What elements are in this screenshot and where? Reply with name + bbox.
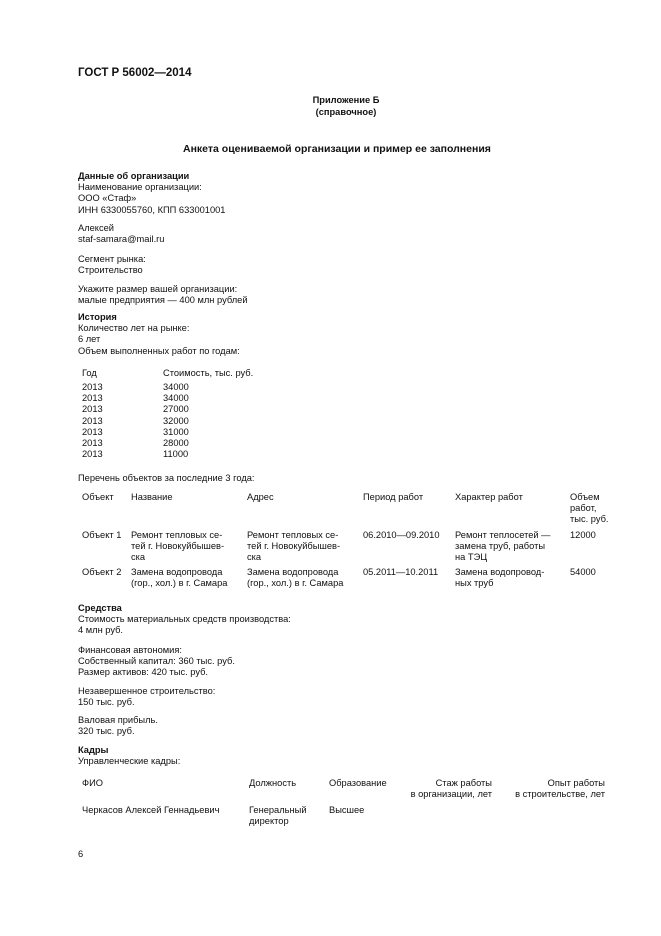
appendix-label: Приложение Б	[312, 95, 380, 105]
segment-section	[78, 254, 146, 276]
objects-header-nature: Характер работ	[455, 492, 523, 502]
table-row-year: 2013	[82, 426, 103, 437]
object-1-volume: 12000	[570, 530, 596, 540]
table-row-year: 2013	[82, 449, 103, 460]
staff-section	[78, 745, 180, 767]
staff-row-education: Высшее	[329, 805, 365, 815]
staff-row-position: Генеральный директор	[249, 805, 307, 827]
objects-label: Перечень объектов за последние 3 года:	[78, 473, 255, 483]
objects-header-object: Объект	[82, 492, 114, 502]
table-row-cost: 27000	[163, 404, 189, 415]
contact-name: Алексей	[78, 223, 114, 233]
object-2-id: Объект 2	[82, 567, 122, 577]
table-row-cost: 34000	[163, 393, 189, 404]
segment-value: Строительство	[78, 265, 143, 276]
assets-label: Стоимость материальных средств производства:	[78, 614, 291, 625]
staff-header-exp-constr: Опыт работы в строительстве, лет	[515, 778, 605, 800]
page-title: Анкета оцениваемой организации и пример ее заполнения	[183, 143, 491, 155]
volume-label: Объем выполненных работ по годам:	[78, 345, 240, 356]
object-1-address: Ремонт тепловых се- тей г. Новокуйбышев- ска	[247, 530, 341, 563]
appendix-note: (справочное)	[315, 107, 377, 117]
history-section	[78, 312, 240, 357]
equity-value: Собственный капитал: 360 тыс. руб.	[78, 656, 235, 667]
table-row-cost: 28000	[163, 438, 189, 449]
construction-section	[78, 686, 215, 708]
size-value: малые предприятия — 400 млн рублей	[78, 295, 248, 306]
segment-label: Сегмент рынка:	[78, 254, 146, 264]
construction-value: 150 тыс. руб.	[78, 697, 135, 708]
size-section	[78, 284, 248, 306]
staff-header-position: Должность	[249, 778, 297, 788]
mgmt-label: Управленческие кадры:	[78, 756, 181, 767]
object-2-name: Замена водопровода (гор., хол.) в г. Самара	[131, 567, 228, 589]
autonomy-label: Финансовая автономия:	[78, 645, 182, 655]
objects-header-name: Название	[131, 492, 173, 502]
table-row-cost: 32000	[163, 415, 189, 426]
staff-header-exp-org: Стаж работы в организации, лет	[410, 778, 492, 800]
staff-header-education: Образование	[329, 778, 387, 788]
object-2-address: Замена водопровода (гор., хол.) в г. Самара	[247, 567, 344, 589]
year-column-header: Год	[82, 368, 97, 378]
document-standard-number: ГОСТ Р 56002—2014	[78, 67, 192, 79]
org-heading: Данные об организации	[78, 171, 190, 181]
size-label: Укажите размер вашей организации:	[78, 284, 238, 294]
means-section	[78, 603, 291, 637]
table-row-cost: 34000	[163, 382, 189, 392]
objects-header-address: Адрес	[247, 492, 274, 502]
table-row-year: 2013	[82, 393, 103, 404]
contact-email: staf-samara@mail.ru	[78, 234, 165, 245]
table-row-cost: 11000	[163, 449, 189, 460]
org-data-section	[78, 171, 225, 216]
means-heading: Средства	[78, 603, 122, 613]
cost-column	[163, 382, 189, 460]
table-row-year: 2013	[82, 415, 103, 426]
autonomy-section	[78, 645, 235, 679]
staff-heading: Кадры	[78, 745, 109, 755]
years-value: 6 лет	[78, 334, 101, 345]
profit-label: Валовая прибыль.	[78, 715, 158, 725]
org-tax-ids: ИНН 6330055760, КПП 633001001	[78, 204, 226, 215]
contact-section	[78, 223, 164, 245]
table-row-year: 2013	[82, 382, 103, 392]
object-1-nature: Ремонт теплосетей — замена труб, работы на ТЭЦ	[455, 530, 551, 563]
staff-header-fio: ФИО	[82, 778, 103, 788]
construction-label: Незавершенное строительство:	[78, 686, 216, 696]
objects-header-period: Период работ	[363, 492, 424, 502]
total-assets-value: Размер активов: 420 тыс. руб.	[78, 667, 209, 678]
objects-header-volume: Объем работ, тыс. руб.	[570, 492, 609, 525]
object-2-period: 05.2011—10.2011	[363, 567, 439, 577]
object-2-volume: 54000	[570, 567, 596, 577]
history-heading: История	[78, 312, 117, 322]
object-2-nature: Замена водопровод- ных труб	[455, 567, 545, 589]
assets-value: 4 млн руб.	[78, 625, 124, 636]
object-1-period: 06.2010—09.2010	[363, 530, 440, 540]
cost-column-header: Стоимость, тыс. руб.	[163, 368, 254, 378]
years-label: Количество лет на рынке:	[78, 323, 190, 334]
org-name-value: ООО «Стаф»	[78, 193, 137, 204]
table-row-year: 2013	[82, 438, 103, 449]
profit-section	[78, 715, 158, 737]
object-1-id: Объект 1	[82, 530, 122, 540]
object-1-name: Ремонт тепловых се- тей г. Новокуйбышев- ска	[131, 530, 225, 563]
page-number: 6	[78, 849, 84, 859]
year-column	[82, 382, 103, 460]
org-name-label: Наименование организации:	[78, 182, 202, 193]
staff-row-fio: Черкасов Алексей Геннадьевич	[82, 805, 220, 815]
table-row-cost: 31000	[163, 426, 189, 437]
profit-value: 320 тыс. руб.	[78, 726, 135, 737]
table-row-year: 2013	[82, 404, 103, 415]
